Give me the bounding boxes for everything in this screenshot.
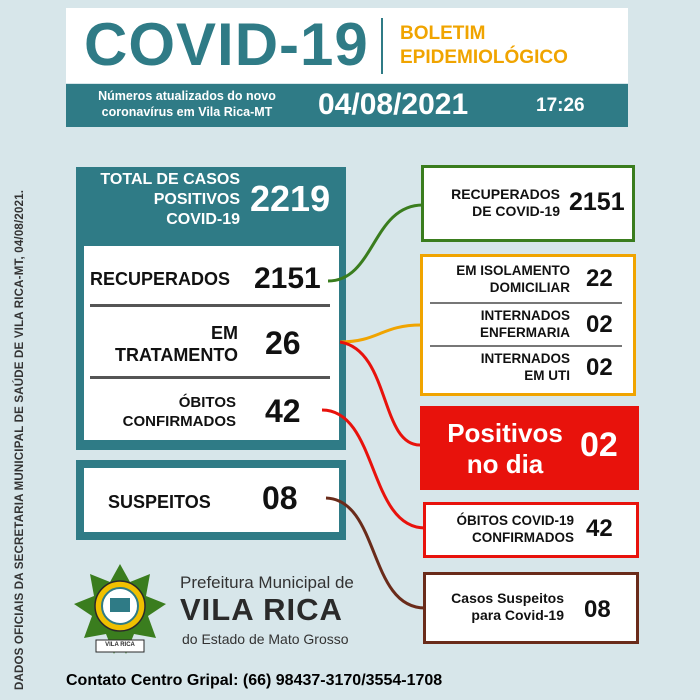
- deaths-label-line-1: ÓBITOS: [178, 394, 236, 411]
- separator: [430, 302, 622, 304]
- deaths-detail-label-line-1: ÓBITOS COVID-19: [456, 513, 574, 528]
- recovered-value: 2151: [254, 262, 321, 295]
- separator: [430, 345, 622, 347]
- daily-connector: [340, 342, 420, 445]
- treatment-connector: [340, 325, 421, 342]
- total-label-line-3: COVID-19: [166, 211, 240, 228]
- recovered-connector: [328, 205, 423, 281]
- total-label-line-2: POSITIVOS: [153, 191, 240, 208]
- isolation-label-line-1: EM ISOLAMENTO: [456, 263, 570, 278]
- daily-label-line-2: no dia: [466, 449, 544, 479]
- recovered-label: RECUPERADOS: [90, 269, 231, 289]
- total-cases-value: 2219: [250, 178, 331, 219]
- ward-label-line-2: ENFERMARIA: [480, 325, 570, 340]
- deaths-detail-label-line-2: CONFIRMADOS: [472, 530, 574, 545]
- report-date: 04/08/2021: [318, 88, 469, 121]
- suspects-detail-value: 08: [584, 596, 611, 623]
- deaths-detail-label: [430, 512, 574, 546]
- suspects-label: SUSPEITOS: [108, 492, 211, 512]
- logo-state: do Estado de Mato Grosso: [182, 631, 349, 647]
- deaths-connector: [322, 410, 425, 528]
- suspects-value: 08: [262, 480, 298, 516]
- treatment-value: 26: [265, 325, 301, 361]
- contact-info: Contato Centro Gripal: (66) 98437-3170/3554-1708: [66, 672, 443, 689]
- isolation-value: 22: [586, 265, 613, 292]
- icu-label-line-2: EM UTI: [524, 368, 570, 383]
- report-time: 17:26: [536, 95, 585, 116]
- data-source-note: DADOS OFICIAIS DA SECRETARIA MUNICIPAL DE SAÚDE DE VILA RICA-MT, 04/08/2021.: [14, 189, 26, 690]
- recovered-detail-label-line-1: RECUPERADOS: [451, 186, 560, 202]
- deaths-value: 42: [265, 393, 301, 429]
- icu-label-line-1: INTERNADOS: [480, 351, 570, 366]
- daily-label-line-1: Positivos: [447, 418, 563, 448]
- icu-label: [432, 350, 570, 384]
- logo-city-name: VILA RICA: [180, 592, 343, 627]
- daily-positives-label: [432, 418, 578, 480]
- recovered-detail-value: 2151: [569, 188, 625, 216]
- daily-positives-value: 02: [580, 426, 618, 464]
- subtitle-line-2: EPIDEMIOLÓGICO: [400, 47, 568, 68]
- isolation-label: [432, 262, 570, 296]
- note-line-2: coronavírus em Vila Rica-MT: [101, 105, 273, 119]
- isolation-label-line-2: DOMICILIAR: [489, 280, 570, 295]
- suspects-detail-label-line-1: Casos Suspeitos: [451, 590, 564, 606]
- page-title: COVID-19: [84, 11, 369, 78]
- ward-label-line-1: INTERNADOS: [480, 308, 570, 323]
- logo-prefix: Prefeitura Municipal de: [180, 573, 354, 592]
- ward-value: 02: [586, 311, 613, 338]
- suspects-detail-label-line-2: para Covid-19: [471, 607, 564, 623]
- treatment-label-line-2: TRATAMENTO: [115, 345, 238, 365]
- treatment-label-line-1: EM: [211, 323, 238, 343]
- icu-value: 02: [586, 354, 613, 381]
- recovered-detail-label: [430, 186, 560, 220]
- note-line-1: Números atualizados do novo: [98, 89, 276, 103]
- ward-label: [432, 307, 570, 341]
- recovered-detail-label-line-2: DE COVID-19: [472, 203, 560, 219]
- deaths-detail-value: 42: [586, 515, 613, 542]
- seal-text: VILA RICA: [105, 642, 135, 648]
- suspects-detail-label: [430, 590, 564, 624]
- total-label-line-1: TOTAL DE CASOS: [100, 171, 240, 188]
- subtitle-line-1: BOLETIM: [400, 23, 486, 44]
- deaths-label-line-2: CONFIRMADOS: [122, 413, 236, 430]
